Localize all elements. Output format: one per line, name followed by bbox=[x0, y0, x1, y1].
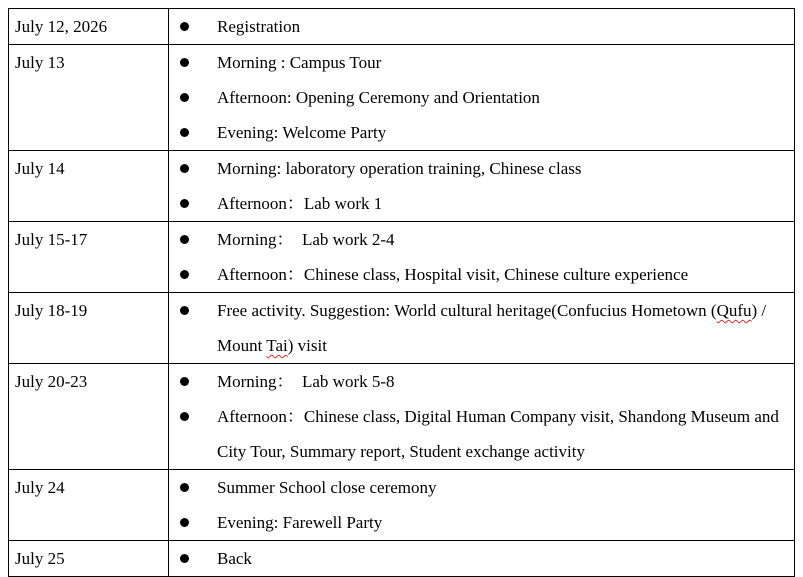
activity-text: Morning: laboratory operation training, Chinese class bbox=[217, 159, 582, 178]
schedule-row bbox=[9, 470, 795, 541]
bullet-icon bbox=[169, 115, 217, 150]
bullet-icon bbox=[169, 293, 217, 363]
activity-item bbox=[169, 399, 794, 469]
activity-item bbox=[169, 45, 794, 80]
activity-item bbox=[169, 257, 794, 292]
activity-text: Morning： Lab work 2-4 bbox=[217, 230, 395, 249]
schedule-row bbox=[9, 293, 795, 364]
date-cell: July 20-23 bbox=[9, 364, 169, 470]
schedule-row bbox=[9, 222, 795, 293]
schedule-row bbox=[9, 364, 795, 470]
activity-text: Back bbox=[217, 549, 252, 568]
activities-cell bbox=[169, 470, 795, 541]
activities-cell bbox=[169, 9, 795, 45]
bullet-icon bbox=[169, 470, 217, 505]
activity-item bbox=[169, 541, 794, 576]
date-cell: July 15-17 bbox=[9, 222, 169, 293]
spellcheck-word: Tai bbox=[266, 336, 288, 355]
date-cell: July 18-19 bbox=[9, 293, 169, 364]
bullet-icon bbox=[169, 364, 217, 399]
bullet-icon bbox=[169, 80, 217, 115]
activity-item bbox=[169, 293, 794, 363]
activity-item bbox=[169, 470, 794, 505]
schedule-row bbox=[9, 151, 795, 222]
activities-cell bbox=[169, 541, 795, 577]
bullet-icon bbox=[169, 541, 217, 576]
activity-item bbox=[169, 505, 794, 540]
bullet-icon bbox=[169, 9, 217, 44]
activity-text: Afternoon：Lab work 1 bbox=[217, 194, 383, 213]
spellcheck-word: Qufu bbox=[716, 301, 752, 320]
date-cell: July 14 bbox=[9, 151, 169, 222]
date-cell: July 12, 2026 bbox=[9, 9, 169, 45]
activity-item bbox=[169, 186, 794, 221]
activity-text-part: ) visit bbox=[287, 336, 327, 355]
activity-text: Morning： Lab work 5-8 bbox=[217, 372, 395, 391]
activity-text: Evening: Farewell Party bbox=[217, 513, 383, 532]
activities-cell bbox=[169, 293, 795, 364]
activity-text: Afternoon: Opening Ceremony and Orientation bbox=[217, 88, 540, 107]
activity-text: Afternoon：Chinese class, Digital Human Company visit, Shandong Museum and City Tour, Summary report, Student exchange activity bbox=[217, 407, 779, 461]
activity-text bbox=[217, 293, 794, 363]
activity-text-part: ) / Mount bbox=[217, 301, 767, 355]
activity-text: Afternoon：Chinese class, Hospital visit, Chinese culture experience bbox=[217, 265, 689, 284]
schedule-row bbox=[9, 45, 795, 151]
activity-item bbox=[169, 151, 794, 186]
date-cell: July 24 bbox=[9, 470, 169, 541]
activities-cell bbox=[169, 222, 795, 293]
activities-cell bbox=[169, 45, 795, 151]
bullet-icon bbox=[169, 257, 217, 292]
date-cell: July 13 bbox=[9, 45, 169, 151]
schedule-row bbox=[9, 541, 795, 577]
bullet-icon bbox=[169, 505, 217, 540]
bullet-icon bbox=[169, 222, 217, 257]
bullet-icon bbox=[169, 45, 217, 80]
activity-text: Morning : Campus Tour bbox=[217, 53, 382, 72]
activity-item bbox=[169, 364, 794, 399]
bullet-icon bbox=[169, 399, 217, 469]
activity-item bbox=[169, 222, 794, 257]
activity-item bbox=[169, 9, 794, 44]
activity-text-part: Free activity. Suggestion: World cultural heritage(Confucius Hometown ( bbox=[217, 301, 717, 320]
bullet-icon bbox=[169, 151, 217, 186]
activity-item bbox=[169, 80, 794, 115]
activities-cell bbox=[169, 364, 795, 470]
activity-text: Summer School close ceremony bbox=[217, 478, 437, 497]
activity-text: Evening: Welcome Party bbox=[217, 123, 387, 142]
schedule-table bbox=[8, 8, 795, 577]
activity-text: Registration bbox=[217, 17, 301, 36]
activities-cell bbox=[169, 151, 795, 222]
bullet-icon bbox=[169, 186, 217, 221]
activity-item bbox=[169, 115, 794, 150]
schedule-row bbox=[9, 9, 795, 45]
date-cell: July 25 bbox=[9, 541, 169, 577]
